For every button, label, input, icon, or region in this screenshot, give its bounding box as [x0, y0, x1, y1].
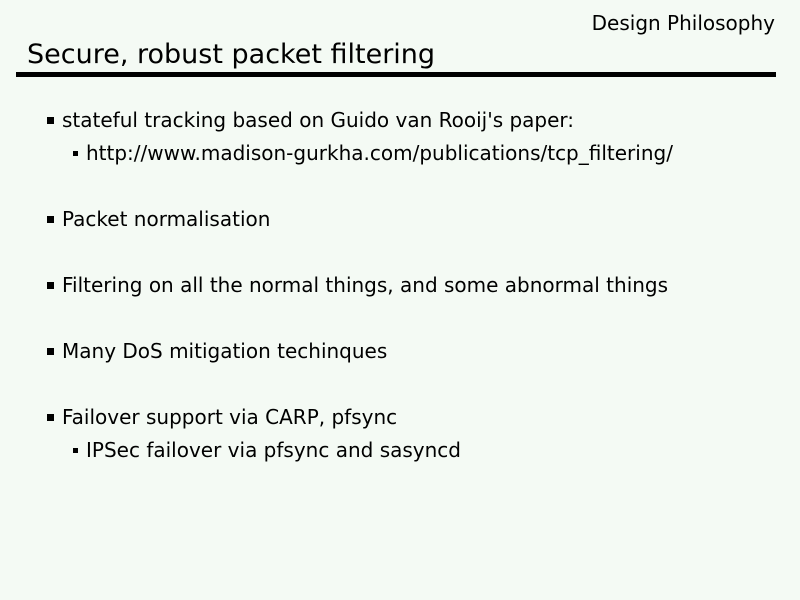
list-item: [0, 203, 800, 236]
list-item-text: Filtering on all the normal things, and some abnormal things: [62, 273, 669, 297]
page-title: Secure, robust packet filtering: [27, 39, 436, 70]
list-item-text: stateful tracking based on Guido van Rooij's paper:: [62, 108, 575, 132]
list-item-text: Failover support via CARP, pfsync: [62, 405, 398, 429]
bullet-icon: [47, 414, 54, 421]
bullet-icon: [47, 216, 54, 223]
list-item-text: Packet normalisation: [62, 207, 271, 231]
bullet-icon: [47, 282, 54, 289]
bullet-icon: [47, 348, 54, 355]
list-item: [0, 401, 800, 434]
list-item: [0, 269, 800, 302]
bullet-list: [0, 104, 800, 467]
section-label: Design Philosophy: [591, 11, 775, 35]
list-item-text: IPSec failover via pfsync and sasyncd: [86, 438, 461, 462]
list-subitem: [0, 137, 800, 170]
list-subitem: [0, 434, 800, 467]
list-item-text: Many DoS mitigation techinques: [62, 339, 388, 363]
list-item: [0, 104, 800, 137]
list-item-text-url: http://www.madison-gurkha.com/publications/tcp_filtering/: [86, 141, 673, 165]
sub-bullet-icon: [73, 151, 78, 156]
list-item: [0, 335, 800, 368]
title-underline: [16, 72, 776, 77]
bullet-icon: [47, 117, 54, 124]
sub-bullet-icon: [73, 448, 78, 453]
